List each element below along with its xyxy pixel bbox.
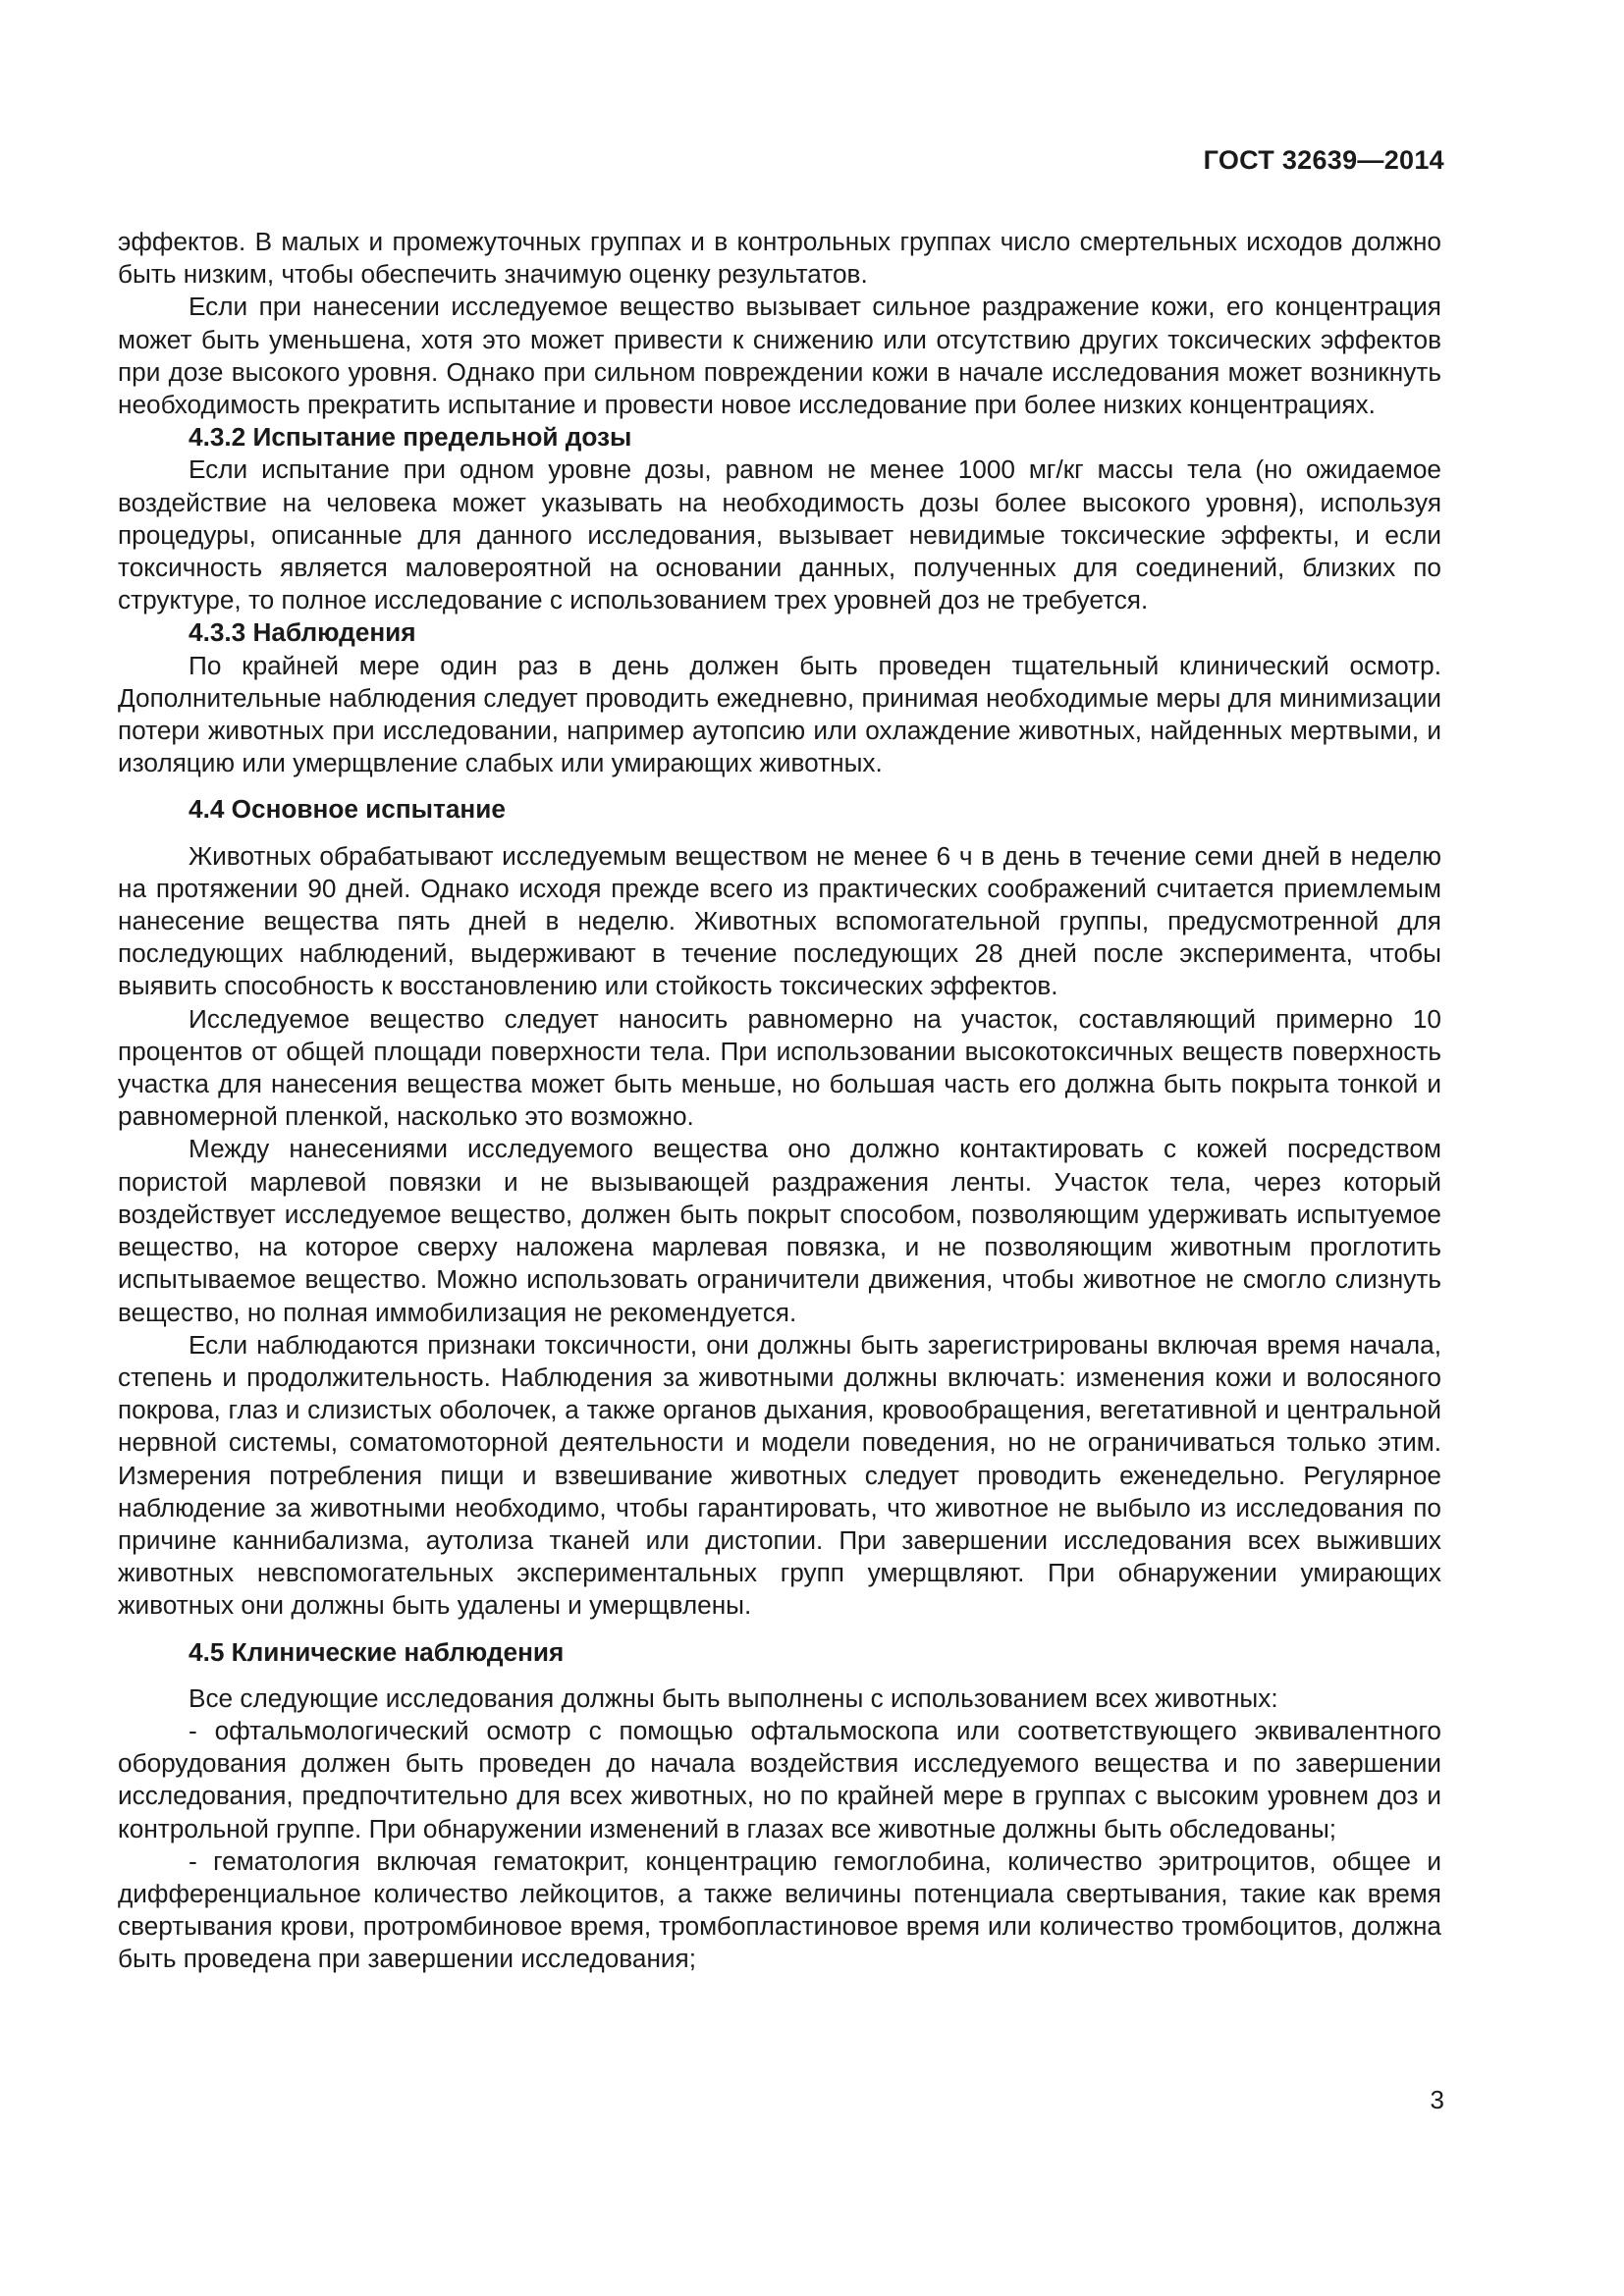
paragraph-main-test-3: Между нанесениями исследуемого вещества оно должно контактировать с кожей посредством пористой марлевой повязки и не вызывающей раздражения ленты. Участок тела, через который воздействует исследуемое вещество, должен быть покрыт способом, позволяющим удерживать испытуемое вещество, на которое сверху наложена марлевая повязка, и не позволяющим животным проглотить испытываемое вещество. Можно использовать ограничители движения, чтобы животное не смогло слизнуть вещество, но полная иммобилизация не рекомендуется. bbox=[118, 1134, 1441, 1327]
document-body bbox=[118, 226, 1441, 1976]
page-number: 3 bbox=[1430, 2085, 1444, 2114]
list-item-hematology: - гематология включая гематокрит, концентрацию гемоглобина, количество эритроцитов, общее и дифференциальное количество лейкоцитов, а также величины потенциала свертывания, такие как время свертывания крови, протромбиновое время, тромбопластиновое время или количество тромбоцитов, должна быть проведена при завершении исследования; bbox=[118, 1845, 1441, 1974]
standard-code-header: ГОСТ 32639—2014 bbox=[1203, 145, 1444, 175]
section-4-4-heading: 4.4 Основное испытание bbox=[189, 794, 506, 825]
paragraph-continuation: эффектов. В малых и промежуточных группах и в контрольных группах число смертельных исходов должно быть низким, чтобы обеспечить значимую оценку результатов. bbox=[118, 227, 1441, 290]
paragraph-observations: По крайней мере один раз в день должен быть проведен тщательный клинический осмотр. Дополнительные наблюдения следует проводить ежедневно, принимая необходимые меры для минимизации потери животных при исследовании, например аутопсию или охлаждение животных, найденных мертвыми, и изоляцию или умерщвление слабых или умирающих животных. bbox=[118, 650, 1441, 778]
paragraph-main-test-2: Исследуемое вещество следует наносить равномерно на участок, составляющий примерно 10 процентов от общей площади поверхности тела. При использовании высокотоксичных веществ поверхность участка для нанесения вещества может быть меньше, но большая часть его должна быть покрыта тонкой и равномерной пленкой, насколько это возможно. bbox=[118, 1003, 1441, 1132]
paragraph-main-test-4: Если наблюдаются признаки токсичности, они должны быть зарегистрированы включая время начала, степень и продолжительность. Наблюдения за животными должны включать: изменения кожи и волосяного покрова, глаз и слизистых оболочек, а также органов дыхания, кровообращения, вегетативной и центральной нервной системы, соматомоторной деятельности и модели поведения, но не ограничиваться только этим. Измерения потребления пищи и взвешивание животных следует проводить еженедельно. Регулярное наблюдение за животными необходимо, чтобы гарантировать, что животное не выбыло из исследования по причине каннибализма, аутолиза тканей или дистопии. При завершении исследования всех выживших животных невспомогательных экспериментальных групп умерщвляют. При обнаружении умирающих животных они должны быть удалены и умерщвлены. bbox=[118, 1329, 1441, 1621]
paragraph-irritation: Если при нанесении исследуемое вещество вызывает сильное раздражение кожи, его концентрация может быть уменьшена, хотя это может привести к снижению или отсутствию других токсических эффектов при дозе высокого уровня. Однако при сильном повреждении кожи в начале исследования может возникнуть необходимость прекратить испытание и провести новое исследование при более низких концентрациях. bbox=[118, 292, 1441, 420]
paragraph-main-test-1: Животных обрабатывают исследуемым веществом не менее 6 ч в день в течение семи дней в неделю на протяжении 90 дней. Однако исходя прежде всего из практических соображений считается приемлемым нанесение вещества пять дней в неделю. Животных вспомогательной группы, предусмотренной для последующих наблюдений, выдерживают в течение последующих 28 дней после эксперимента, чтобы выявить способность к восстановлению или стойкость токсических эффектов. bbox=[118, 840, 1441, 1001]
paragraph-clinical-intro: Все следующие исследования должны быть выполнены с использованием всех животных: bbox=[189, 1682, 1278, 1713]
list-item-ophthalmology: - офтальмологический осмотр с помощью офтальмоскопа или соответствующего эквивалентного оборудования должен быть проведен до начала воздействия исследуемого вещества и по завершении исследования, предпочтительно для всех животных, но по крайней мере в группах с высоким уровнем доз и контрольной группе. При обнаружении изменений в глазах все животные должны быть обследованы; bbox=[118, 1715, 1441, 1843]
paragraph-limit-dose: Если испытание при одном уровне дозы, равном не менее 1000 мг/кг массы тела (но ожидаемое воздействие на человека может указывать на необходимость дозы более высокого уровня), используя процедуры, описанные для данного исследования, вызывает невидимые токсические эффекты, и если токсичность является маловероятной на основании данных, полученных для соединений, близких по структуре, то полное исследование с использованием трех уровней доз не требуется. bbox=[118, 454, 1441, 615]
section-4-5-heading: 4.5 Клинические наблюдения bbox=[189, 1636, 565, 1667]
section-4-3-3-heading: 4.3.3 Наблюдения bbox=[189, 617, 416, 648]
section-4-3-2-heading: 4.3.2 Испытание предельной дозы bbox=[189, 422, 632, 453]
